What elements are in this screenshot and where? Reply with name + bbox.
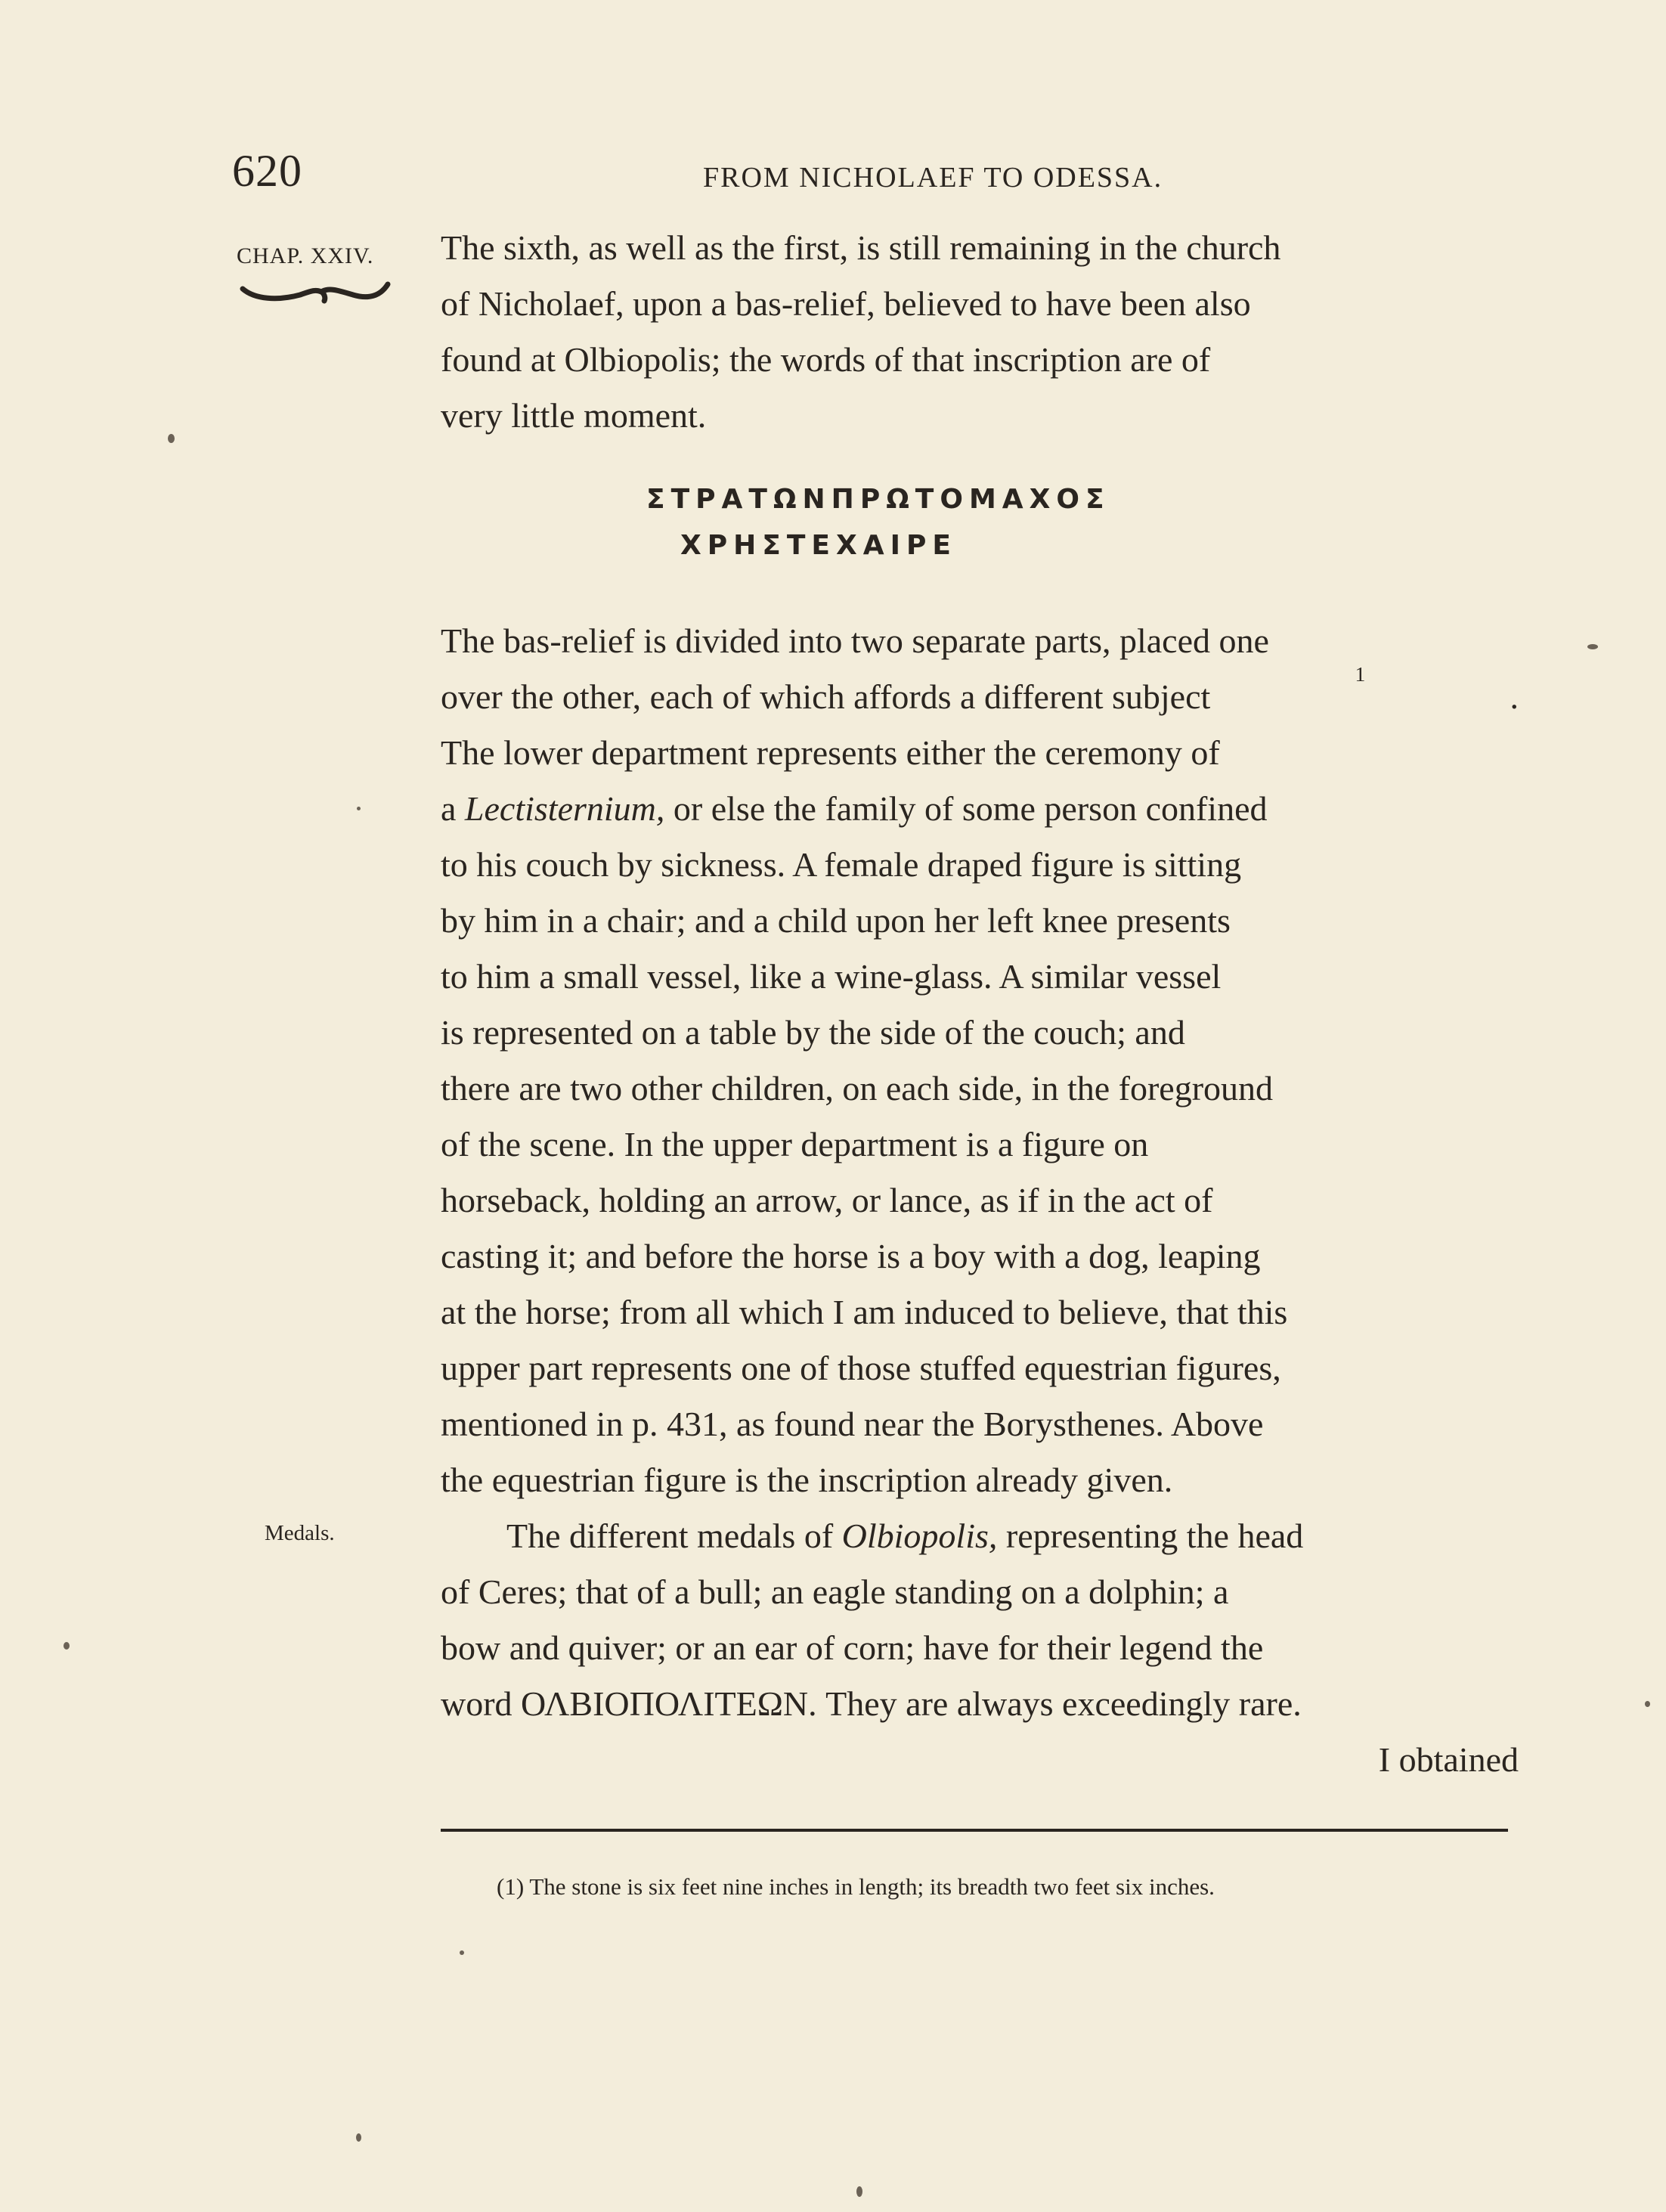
paragraph-1-line: The sixth, as well as the first, is still remaining in the church	[441, 228, 1281, 267]
chapter-ornament-icon	[240, 278, 391, 308]
paragraph-2-line: the equestrian figure is the inscription already given.	[441, 1461, 1173, 1499]
paragraph-2-line-text: over the other, each of which affords a different subject	[441, 677, 1211, 716]
catchword: I obtained	[1378, 1740, 1519, 1779]
paragraph-2-line: casting it; and before the horse is a boy with a dog, leaping	[441, 1237, 1261, 1275]
paragraph-2-line: The lower department represents either the ceremony of	[441, 733, 1220, 772]
paragraph-2-line: horseback, holding an arrow, or lance, as if in the act of	[441, 1181, 1213, 1219]
paragraph-2-line	[441, 786, 1519, 832]
paragraph-3-line: of Ceres; that of a bull; an eagle standing on a dolphin; a	[441, 1572, 1229, 1611]
paragraph-2-line: is represented on a table by the side of the couch; and	[441, 1013, 1185, 1052]
running-title: FROM NICHOLAEF TO ODESSA.	[703, 162, 1163, 194]
line-text-rest: representing the head	[1005, 1516, 1304, 1555]
paragraph-1-line: of Nicholaef, upon a bas-relief, believed to have been also	[441, 284, 1251, 323]
margin-note-medals: Medals.	[265, 1521, 335, 1545]
line-text-rest: or else the family of some person confined	[673, 789, 1268, 828]
footnote-reference[interactable]: 1	[1355, 662, 1366, 686]
paragraph-2-line: mentioned in p. 431, as found near the Borysthenes. Above	[441, 1405, 1264, 1443]
footnote-divider	[441, 1829, 1508, 1832]
paragraph-1-line: very little moment.	[441, 396, 707, 435]
footnote-mark: (1)	[497, 1873, 525, 1900]
paragraph-2-line: of the scene. In the upper department is a figure on	[441, 1125, 1149, 1163]
paragraph-2-line: there are two other children, on each side, in the foreground	[441, 1069, 1274, 1108]
line-text-start: a	[441, 789, 457, 828]
paragraph-2-line-period: .	[1510, 677, 1519, 716]
paragraph-2-line: to his couch by sickness. A female draped figure is sitting	[441, 845, 1242, 884]
paragraph-2-line: to him a small vessel, like a wine-glass. A similar vessel	[441, 957, 1222, 996]
paragraph-2-line: The bas-relief is divided into two separate parts, placed one	[441, 621, 1269, 660]
footnote-text: The stone is six feet nine inches in length; its breadth two feet six inches.	[529, 1873, 1215, 1900]
italic-term: Lectisternium,	[464, 789, 665, 828]
paragraph-3-line: word ΟΛΒΙΟΠΟΛΙΤΕΩΝ. They are always exceedingly rare.	[441, 1684, 1302, 1723]
paragraph-3-line: bow and quiver; or an ear of corn; have for their legend the	[441, 1628, 1264, 1667]
italic-term: Olbiopolis,	[841, 1516, 998, 1555]
paragraph-2-line: at the horse; from all which I am induced to believe, that this	[441, 1293, 1288, 1331]
footnote	[497, 1873, 1215, 1901]
page-number: 620	[232, 146, 302, 196]
paragraph-2-line: by him in a chair; and a child upon her left knee presents	[441, 901, 1231, 940]
paragraph-3-line	[506, 1513, 1519, 1559]
line-text-start: The different medals of	[506, 1516, 834, 1555]
paragraph-2-line	[441, 662, 1519, 720]
inscription-line: ΣΤΡΑΤΩΝΠΡΩΤΟΜΑΧΟΣ	[646, 484, 1110, 515]
inscription-line: ΧΡΗΣΤΕΧΑΙΡΕ	[680, 530, 957, 561]
margin-chapter-label: CHAP. XXIV.	[237, 243, 374, 268]
paragraph-2-line: upper part represents one of those stuffed equestrian figures,	[441, 1349, 1281, 1387]
paragraph-1-line: found at Olbiopolis; the words of that inscription are of	[441, 340, 1211, 379]
